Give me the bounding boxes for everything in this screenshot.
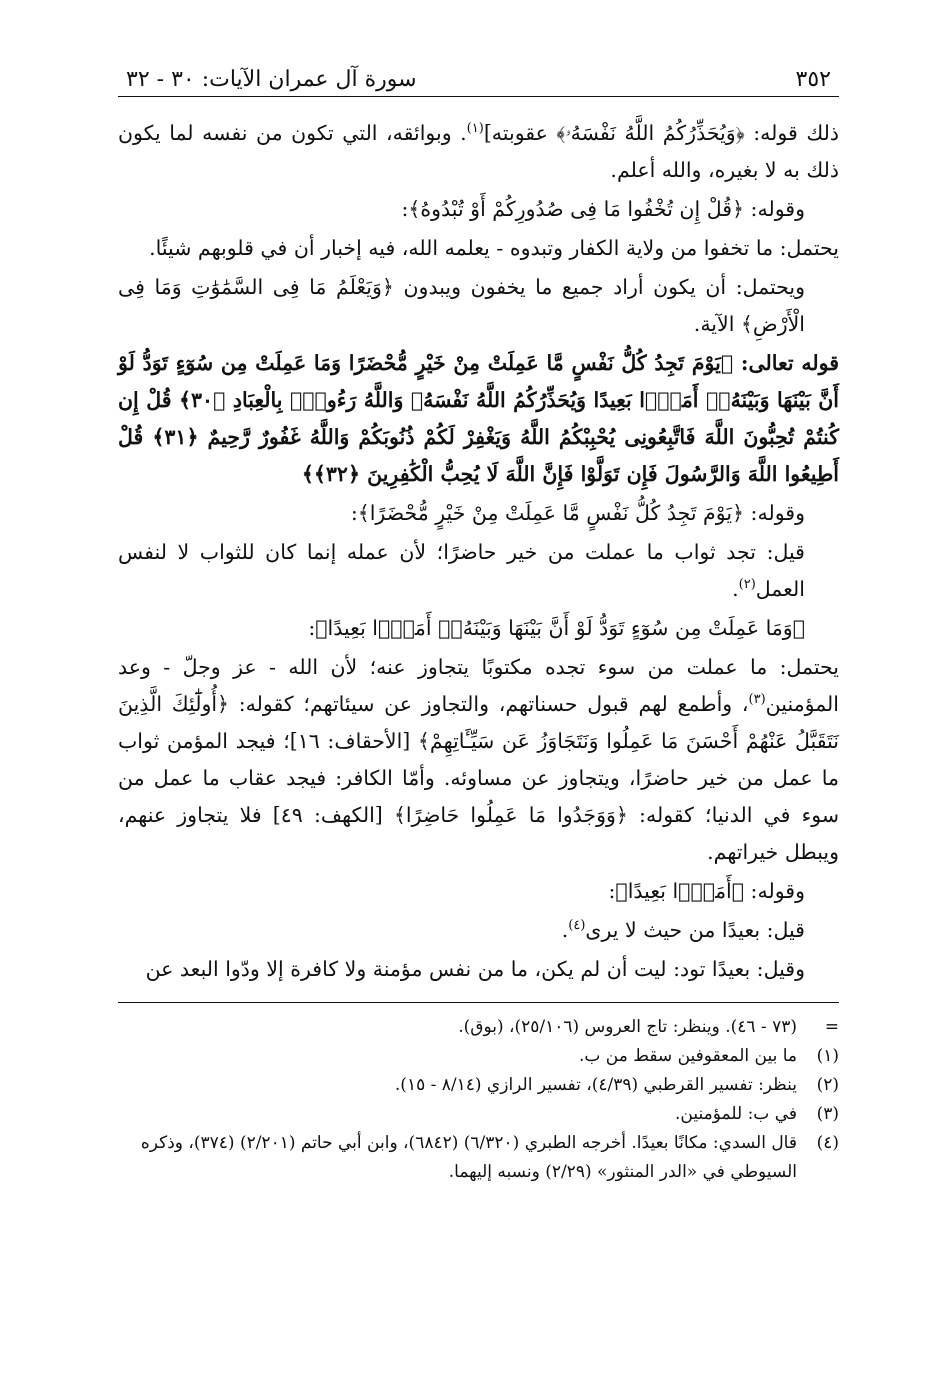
footnote-ref: (١) xyxy=(466,121,484,137)
paragraph-text-tail: ، وأطمع لهم قبول حسناتهم، والتجاوز عن سيئاتهم؛ كقوله: ﴿أُولَٰٓئِكَ الَّذِينَ نَتَقَبَّلُ عَنْهُمْ أَحْسَنَ مَا عَمِلُوا وَنَتَجَاوَزُ عَن سَيِّـَٔاتِهِمْ﴾ [الأحقاف: ١٦]؛ فيجد المؤمن ثواب ما عمل من خير حاضرًا، ويتجاوز عن مساوئه. وأمّا الكافر: فيجد عقاب ما عمل من سوء في الدنيا؛ كقوله: ﴿وَوَجَدُوا مَا عَمِلُوا حَاضِرًا﴾ [الكهف: ٤٩] فلا يتجاوز عنهم، ويبطل خيراتهم. xyxy=(118,692,839,864)
paragraph-text: وقوله: ﴿يَوْمَ تَجِدُ كُلُّ نَفْسٍ مَّا عَمِلَتْ مِنْ خَيْرٍ مُّحْضَرًا﴾: xyxy=(350,501,805,525)
paragraph-text: يحتمل: ما عملت من سوء تجده مكتوبًا يتجاوز عنه؛ لأن الله - عز وجلّ - وعد المؤمنين xyxy=(118,655,839,716)
paragraph-text-tail: . وبوائقه، التي تكون من نفسه لما يكون ذلك به لا بغيره، والله أعلم. xyxy=(118,121,839,182)
footnotes xyxy=(118,1013,839,1187)
verse-lead: قوله تعالى: xyxy=(733,351,839,375)
footnote-text: ما بين المعقوفين سقط من ب. xyxy=(578,1046,797,1066)
paragraph-text: ﴿وَمَا عَمِلَتْ مِن سُوٓءٍ تَوَدُّ لَوْ أَنَّ بَيْنَهَا وَبَيْنَهُۥٓ أَمَدًۢا بَعِيدًا﴾: xyxy=(308,616,805,640)
paragraph xyxy=(118,269,839,343)
paragraph xyxy=(118,230,839,267)
paragraph xyxy=(118,191,839,228)
page-number: ٣٥٢ xyxy=(795,67,831,92)
quran-verse: ﴿يَوْمَ تَجِدُ كُلُّ نَفْسٍ مَّا عَمِلَتْ مِنْ خَيْرٍ مُّحْضَرًا وَمَا عَمِلَتْ مِن سُوٓءٍ تَوَدُّ لَوْ أَنَّ بَيْنَهَا وَبَيْنَهُۥٓ أَمَدًۢا بَعِيدًا وَيُحَذِّرُكُمُ اللَّهُ نَفْسَهُۥ وَاللَّهُ رَءُوفٌۢ بِالْعِبَادِ ﴿٣٠﴾ قُلْ إِن كُنتُمْ تُحِبُّونَ اللَّهَ فَاتَّبِعُونِى يُحْبِبْكُمُ اللَّهُ وَيَغْفِرْ لَكُمْ ذُنُوبَكُمْ وَاللَّهُ غَفُورٌ رَّحِيمٌ ﴿٣١﴾ قُلْ أَطِيعُوا اللَّهَ وَالرَّسُولَ فَإِن تَوَلَّوْا فَإِنَّ اللَّهَ لَا يُحِبُّ الْكَٰفِرِينَ ﴿٣٢﴾﴾ xyxy=(118,351,839,486)
footnote-number: (١) xyxy=(816,1046,839,1066)
paragraph-text-tail: . xyxy=(732,577,739,601)
footnote-text: ينظر: تفسير القرطبي (٤/٣٩)، تفسير الرازي (٨/١٤ - ١٥). xyxy=(394,1075,797,1095)
paragraph-text: وقوله: ﴿قُلْ إِن تُخْفُوا مَا فِى صُدُورِكُمْ أَوْ تُبْدُوهُ﴾: xyxy=(401,197,805,221)
footnote-ref: (٤) xyxy=(568,918,586,934)
footnote xyxy=(118,1013,839,1042)
footnote-number: = xyxy=(824,1017,839,1037)
footnote-text: في ب: للمؤمنين. xyxy=(675,1104,797,1124)
paragraph xyxy=(118,610,839,647)
footnote xyxy=(118,1042,839,1071)
footnote-ref: (٣) xyxy=(748,692,766,708)
paragraph-text: يحتمل: ما تخفوا من ولاية الكفار وتبدوه - يعلمه الله، فيه إخبار أن في قلوبهم شيئًا. xyxy=(149,236,839,260)
paragraph-text: قيل: تجد ثواب ما عملت من خير حاضرًا؛ لأن عمله إنما كان للثواب لا لنفس العمل xyxy=(118,540,805,601)
footnote-number: (٤) xyxy=(816,1133,839,1153)
paragraph xyxy=(118,534,839,608)
paragraph xyxy=(118,115,839,189)
body-text xyxy=(118,115,839,988)
footnote-number: (٢) xyxy=(816,1075,839,1095)
paragraph xyxy=(118,873,839,910)
running-title: سورة آل عمران الآيات: ٣٠ - ٣٢ xyxy=(126,67,417,92)
paragraph-text: ويحتمل: أن يكون أراد جميع ما يخفون ويبدون ﴿وَيَعْلَمُ مَا فِى السَّمَٰوَٰتِ وَمَا فِى الْأَرْضِ﴾ الآية. xyxy=(118,275,805,336)
paragraph-text: وقوله: ﴿أَمَدًۢا بَعِيدًا﴾: xyxy=(608,879,805,903)
paragraph xyxy=(118,345,839,493)
paragraph-text: وقيل: بعيدًا تود: ليت أن لم يكن، ما من نفس مؤمنة ولا كافرة إلا ودّوا البعد عن xyxy=(145,957,805,981)
footnote-text: قال السدي: مكانًا بعيدًا. أخرجه الطبري (٦/٣٢٠) (٦٨٤٢)، وابن أبي حاتم (٢/٢٠١) (٣٧٤)، وذكره السيوطي في «الدر المنثور» (٢/٢٩) ونسبه إليهما. xyxy=(140,1133,797,1182)
paragraph-text-tail: . xyxy=(561,918,569,942)
page-header xyxy=(118,50,839,97)
footnote xyxy=(118,1071,839,1100)
paragraph-text: قيل: بعيدًا من حيث لا يرى xyxy=(585,918,805,942)
footnote-separator xyxy=(118,1002,839,1003)
paragraph xyxy=(118,495,839,532)
footnote-text: (٧٣ - ٤٦). وينظر: تاج العروس (٢٥/١٠٦)، (بوق). xyxy=(458,1017,797,1037)
footnote-ref: (٢) xyxy=(738,577,756,593)
footnote xyxy=(118,1100,839,1129)
paragraph-text: ذلك قوله: ﴿وَيُحَذِّرُكُمُ اللَّهُ نَفْسَهُۥ﴾ عقوبته] xyxy=(483,121,839,145)
paragraph xyxy=(118,649,839,871)
footnote xyxy=(118,1129,839,1187)
paragraph xyxy=(118,912,839,949)
footnote-number: (٣) xyxy=(816,1104,839,1124)
paragraph xyxy=(118,951,839,988)
